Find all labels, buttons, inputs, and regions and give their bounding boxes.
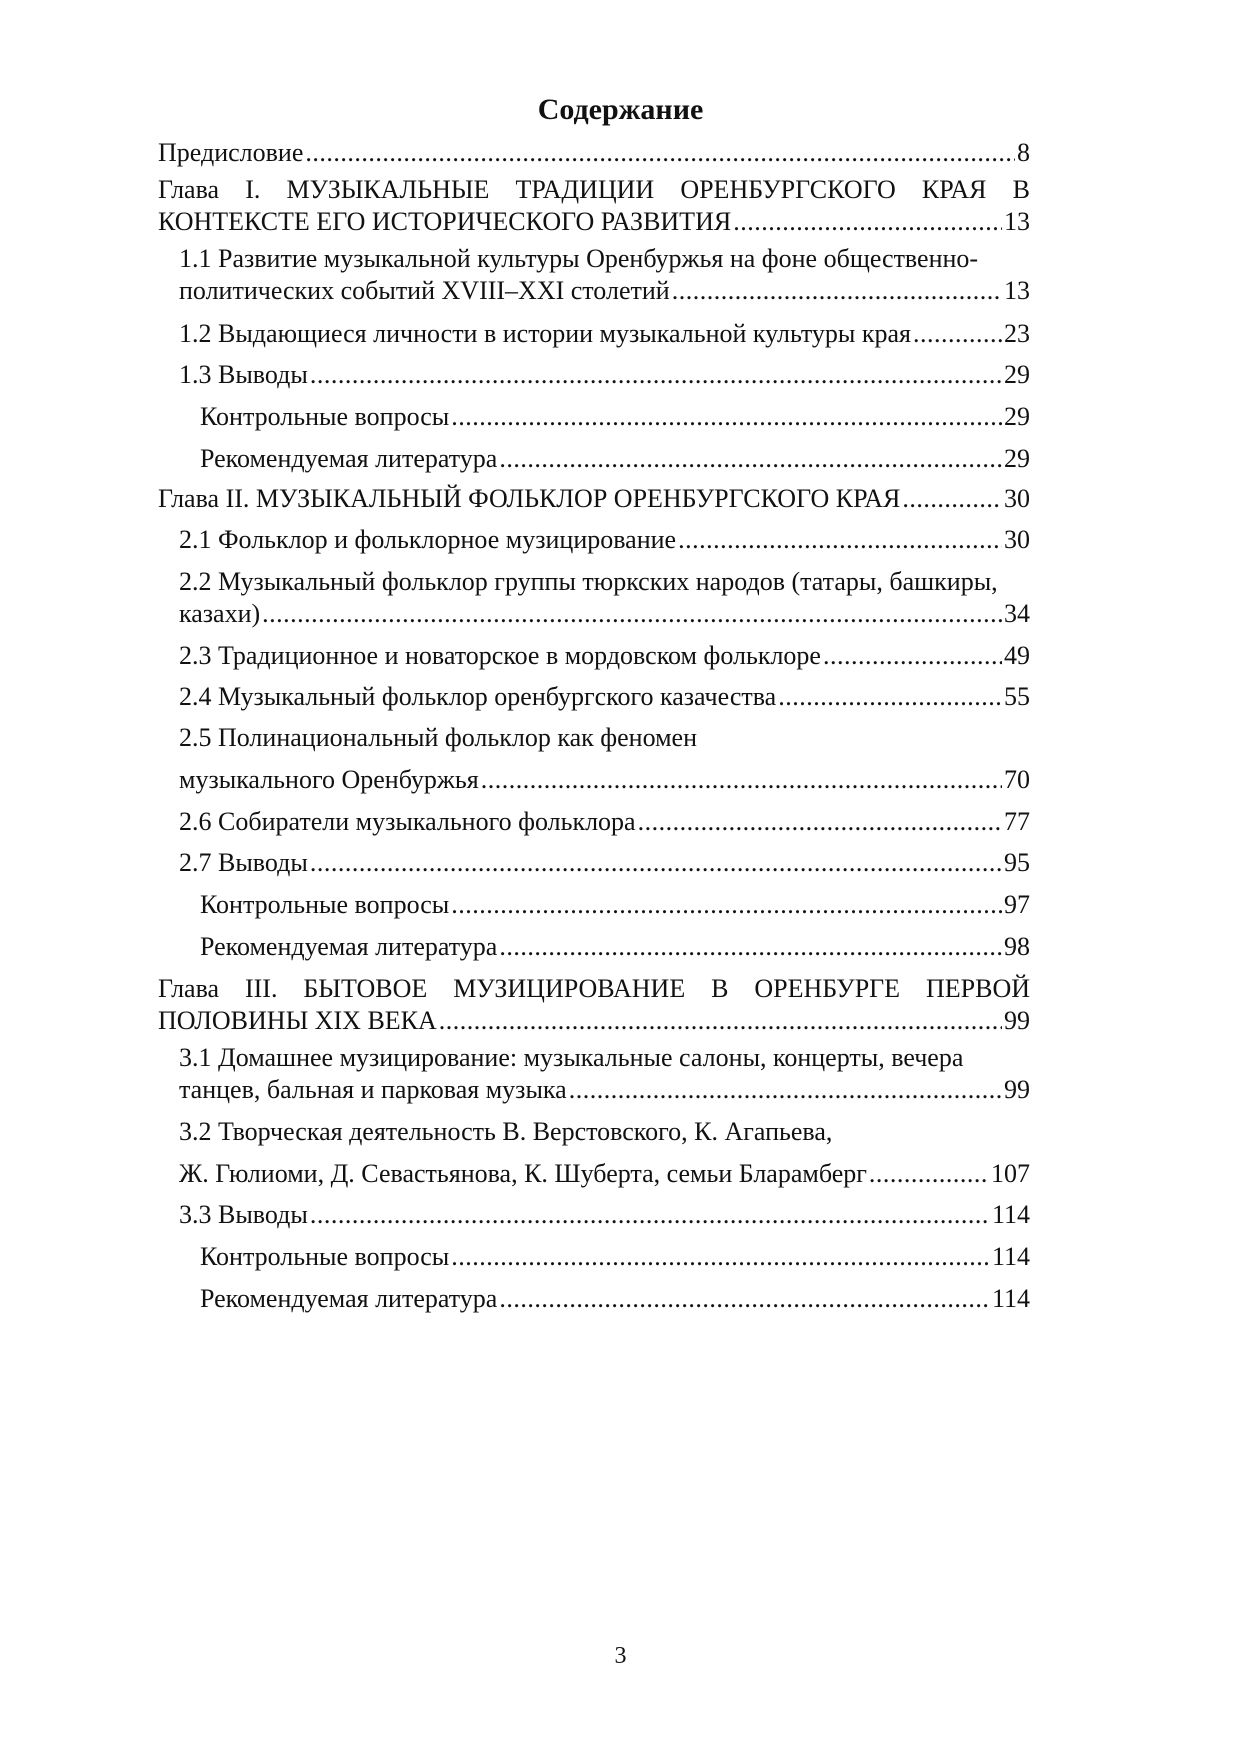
toc-entry-title: Глава II. МУЗЫКАЛЬНЫЙ ФОЛЬКЛОР ОРЕНБУРГСКОГО КРАЯ [158, 484, 901, 513]
dot-leader [310, 847, 1002, 879]
toc-entry-section-3-3 [179, 1199, 1030, 1231]
toc-entry-page: 30 [1004, 525, 1030, 554]
toc-entry-title: Контрольные вопросы [200, 1242, 450, 1271]
toc-entry-chapter-3 [158, 973, 1030, 1037]
toc-entry-preface [158, 137, 1030, 169]
toc-entry-title: Предисловие [158, 138, 304, 167]
toc-entry-section-2-1 [179, 524, 1030, 556]
toc-entry-title: Рекомендуемая литература [200, 444, 498, 473]
dot-leader [310, 359, 1002, 391]
dot-leader [902, 483, 1002, 515]
toc-entry-page: 29 [1004, 402, 1030, 431]
toc-entry-title-line-2: ПОЛОВИНЫ XIX ВЕКА [158, 1006, 437, 1035]
dot-leader [913, 318, 1002, 350]
toc-entry-title: Рекомендуемая литература [200, 932, 498, 961]
toc-entry-title: 2.3 Традиционное и новаторское в мордовском фольклоре [179, 641, 821, 670]
toc-entry-page: 77 [1004, 807, 1030, 836]
toc-entry-section-2-7 [179, 847, 1030, 879]
toc-entry-title: 1.3 Выводы [179, 360, 308, 389]
toc-entry-chapter-2 [158, 483, 1030, 515]
toc-entry-title: 3.3 Выводы [179, 1200, 308, 1229]
toc-entry-page: 13 [1004, 207, 1030, 236]
dot-leader [451, 889, 1002, 921]
dot-leader [733, 206, 1002, 238]
toc-entry-section-1-2 [179, 318, 1030, 350]
toc-entry-section-2-4 [179, 681, 1030, 713]
toc-entry-page: 114 [991, 1242, 1030, 1271]
dot-leader [823, 640, 1002, 672]
toc-entry-questions-1 [200, 401, 1030, 433]
toc-entry-title-line-2: Ж. Гюлиоми, Д. Севастьянова, К. Шуберта, семьи Бларамберг [179, 1159, 867, 1188]
toc-entry-page: 114 [991, 1200, 1030, 1229]
toc-entry-section-3-2 [179, 1116, 1030, 1190]
toc-entry-page: 30 [1004, 484, 1030, 513]
dot-leader [305, 137, 1015, 169]
dot-leader [499, 443, 1002, 475]
toc-entry-title: 2.1 Фольклор и фольклорное музицирование [179, 525, 677, 554]
toc-entry-page: 29 [1004, 360, 1030, 389]
toc-entry-section-2-6 [179, 806, 1030, 838]
dot-leader [869, 1158, 989, 1190]
dot-leader [451, 1241, 990, 1273]
toc-entry-page: 99 [1004, 1006, 1030, 1035]
toc-entry-page: 13 [1004, 276, 1030, 305]
dot-leader [439, 1005, 1002, 1037]
page-number: 3 [614, 1643, 627, 1669]
toc-entry-title-line-2: казахи) [179, 599, 261, 628]
toc-entry-title-line-1: Глава I. МУЗЫКАЛЬНЫЕ ТРАДИЦИИ ОРЕНБУРГСКОГО КРАЯ В [158, 175, 1030, 204]
toc-entry-literature-2 [200, 931, 1030, 963]
toc-entry-page: 98 [1004, 932, 1030, 961]
dot-leader [678, 524, 1002, 556]
toc-entry-questions-3 [200, 1241, 1030, 1273]
toc-entry-section-2-5 [179, 722, 1030, 796]
toc-entry-chapter-1 [158, 174, 1030, 238]
toc-entry-title-line-1: 1.1 Развитие музыкальной культуры Оренбуржья на фоне общественно- [179, 244, 979, 273]
dot-leader [672, 275, 1002, 307]
toc-entry-page: 70 [1004, 765, 1030, 794]
dot-leader [569, 1074, 1002, 1106]
toc-entry-title: 2.4 Музыкальный фольклор оренбургского казачества [179, 682, 777, 711]
dot-leader [310, 1199, 990, 1231]
toc-entry-page: 23 [1004, 319, 1030, 348]
toc-entry-literature-3 [200, 1283, 1030, 1315]
toc-entry-section-2-3 [179, 640, 1030, 672]
dot-leader [451, 401, 1002, 433]
toc-entry-page: 34 [1004, 599, 1030, 628]
page-title: Содержание [537, 93, 704, 126]
toc-entry-section-3-1 [179, 1042, 1030, 1106]
toc-entry-title: 2.6 Собиратели музыкального фольклора [179, 807, 636, 836]
toc-entry-page: 107 [991, 1159, 1030, 1188]
toc-entry-page: 97 [1004, 890, 1030, 919]
toc-entry-page: 49 [1004, 641, 1030, 670]
toc-entry-title-line-1: 3.1 Домашнее музицирование: музыкальные салоны, концерты, вечера [179, 1043, 964, 1072]
toc-entry-page: 55 [1004, 682, 1030, 711]
dot-leader [778, 681, 1002, 713]
toc-entry-section-1-1 [179, 243, 1030, 307]
toc-entry-title-line-2: танцев, бальная и парковая музыка [179, 1075, 567, 1104]
toc-entry-title-line-2: политических событий XVIII–XXI столетий [179, 276, 670, 305]
dot-leader [481, 764, 1002, 796]
toc-entry-section-2-2 [179, 566, 1030, 630]
toc-entry-title: 1.2 Выдающиеся личности в истории музыкальной культуры края [179, 319, 911, 348]
toc-entry-section-1-3 [179, 359, 1030, 391]
toc-entry-page: 99 [1004, 1075, 1030, 1104]
toc-entry-title: Контрольные вопросы [200, 890, 450, 919]
toc-entry-title-line-1: 2.2 Музыкальный фольклор группы тюркских народов (татары, башкиры, [179, 567, 998, 596]
toc-entry-title: 2.7 Выводы [179, 848, 308, 877]
toc-entry-page: 8 [1017, 138, 1030, 167]
toc-entry-page: 114 [991, 1284, 1030, 1313]
dot-leader [262, 598, 1002, 630]
toc-entry-title-line-1: Глава III. БЫТОВОЕ МУЗИЦИРОВАНИЕ В ОРЕНБУРГЕ ПЕРВОЙ [158, 974, 1030, 1003]
toc-entry-title: Рекомендуемая литература [200, 1284, 498, 1313]
toc-entry-title-line-2: КОНТЕКСТЕ ЕГО ИСТОРИЧЕСКОГО РАЗВИТИЯ [158, 207, 732, 236]
toc-entry-page: 29 [1004, 444, 1030, 473]
toc-entry-title-line-2: музыкального Оренбуржья [179, 765, 479, 794]
toc-entry-title-line-1: 2.5 Полинациональный фольклор как феномен [179, 723, 697, 752]
toc-entry-literature-1 [200, 443, 1030, 475]
dot-leader [638, 806, 1002, 838]
toc-entry-questions-2 [200, 889, 1030, 921]
dot-leader [499, 1283, 990, 1315]
toc-entry-title-line-1: 3.2 Творческая деятельность В. Верстовского, К. Агапьева, [179, 1117, 833, 1146]
toc-entry-title: Контрольные вопросы [200, 402, 450, 431]
dot-leader [499, 931, 1002, 963]
toc-entry-page: 95 [1004, 848, 1030, 877]
